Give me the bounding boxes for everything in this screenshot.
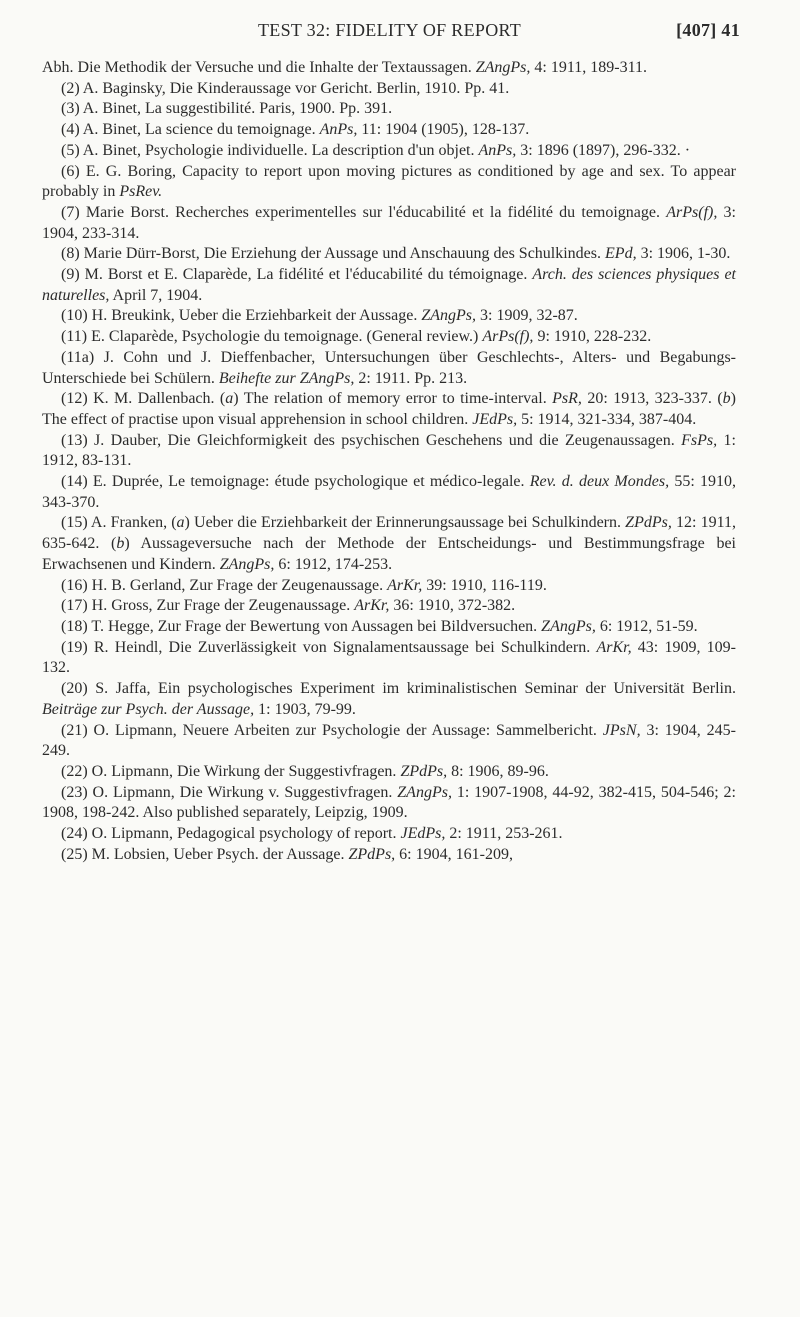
reference-text: (7) Marie Borst. Recherches experimentelles sur l'éducabilité et la fidélité du temoignage. [61,203,667,221]
reference-text: 2: 1911. Pp. 213. [354,369,468,387]
reference-text: 1: 1903, 79-99. [254,700,356,718]
reference-text: (2) A. Baginsky, Die Kinderaussage vor Gericht. Berlin, 1910. Pp. 41. [61,79,510,97]
reference-text: (17) H. Gross, Zur Frage der Zeugenaussage. [61,597,355,615]
reference-text: 55: 1910, 343-370. [42,473,736,511]
reference-italic-text: b [116,535,125,553]
reference-italic-text: JEdPs, [472,410,518,428]
reference-text: (24) O. Lipmann, Pedagogical psychology of report. [61,825,401,843]
running-head-title: TEST 32: FIDELITY OF REPORT [258,20,522,40]
reference-text: (14) E. Duprée, Le temoignage: étude psychologique et médico-legale. [61,473,530,491]
reference-text: 3: 1904, 245-249. [42,721,736,760]
reference-entry [42,79,736,100]
reference-text: (18) T. Hegge, Zur Frage der Bewertung von Aussagen bei Bildversuchen. [61,617,542,635]
reference-text: 3: 1909, 32-87. [476,307,578,325]
reference-italic-text: FsPs, [681,431,718,449]
reference-text: (23) O. Lipmann, Die Wirkung v. Suggestivfragen. [61,783,398,801]
reference-text: 39: 1910, 116-119. [422,576,547,594]
reference-text: 36: 1910, 372-382. [389,597,516,615]
reference-text: (5) A. Binet, Psychologie individuelle. La description d'un objet. [61,141,479,159]
reference-text: April 7, 1904. [109,286,203,304]
reference-text: 1: 1907-1908, 44-92, 382-415, 504-546; 2: 1908, 198-242. Also published separately, Leipzig, 1909. [42,783,736,822]
reference-text: (3) A. Binet, La suggestibilité. Paris, 1900. Pp. 391. [61,100,393,118]
reference-text: 9: 1910, 228-232. [533,328,652,346]
reference-italic-text: ArKr, [387,576,423,594]
reference-italic-text: AnPs, [319,121,358,139]
reference-italic-text: ZPdPs, [348,845,396,863]
reference-text: (8) Marie Dürr-Borst, Die Erziehung der Aussage und Anschauung des Schulkindes. [61,245,606,263]
reference-entry [42,472,736,513]
reference-text: ) Aussageversuche nach der Methode der Entscheidungs- und Bestimmungsfrage bei Erwachsenen und Kindern. [42,535,737,573]
reference-italic-text: ZAngPs, [475,59,531,76]
reference-text: (11a) J. Cohn und J. Dieffenbacher, Untersuchungen über Geschlechts-, Alters- und Begabungs-Unterschiede bei Schülern. [42,348,736,387]
reference-entry [42,306,736,327]
reference-list [42,58,736,865]
reference-text: 11: 1904 (1905), 128-137. [357,121,530,139]
reference-italic-text: EPd, [605,245,637,263]
reference-text: (9) M. Borst et E. Claparède, La fidélité et l'éducabilité du témoignage. [61,266,533,284]
reference-text: (6) E. G. Boring, Capacity to report upon moving pictures as conditioned by age and sex. To appear probably in [42,162,736,201]
reference-italic-text: ArPs(f), [666,203,718,221]
reference-text: (12) K. M. Dallenbach. ( [61,390,226,408]
reference-text: (11) E. Claparède, Psychologie du temoignage. (General review.) [61,328,483,346]
reference-entry [42,762,736,783]
reference-text: 6: 1912, 174-253. [274,555,393,573]
reference-entry [42,845,736,866]
reference-text: (4) A. Binet, La science du temoignage. [61,121,320,139]
reference-entry [42,58,736,79]
reference-entry [42,348,736,389]
reference-text: ) The relation of memory error to time-interval. [233,390,553,408]
reference-text: 1: 1912, 83-131. [42,431,736,470]
reference-text: (21) O. Lipmann, Neuere Arbeiten zur Psychologie der Aussage: Sammelbericht. [61,721,603,739]
reference-entry [42,99,736,120]
reference-italic-text: ZPdPs, [625,514,672,532]
reference-text: (13) J. Dauber, Die Gleichformigkeit des psychischen Geschehens und die Zeugenaussagen. [61,431,682,449]
reference-entry [42,721,736,762]
reference-italic-text: ZAngPs, [541,617,596,635]
reference-text: 3: 1906, 1-30. [636,245,731,263]
reference-italic-text: b [722,390,731,408]
reference-entry [42,203,736,244]
reference-italic-text: ZPdPs, [400,762,448,780]
reference-italic-text: Arch. des sciences physiques et naturelles, [42,266,736,304]
reference-italic-text: ZAngPs, [397,783,452,801]
reference-text: 12: 1911, 635-642. ( [42,514,737,553]
reference-entry [42,327,736,348]
reference-italic-text: AnPs, [478,141,517,159]
reference-italic-text: ZAngPs, [219,555,275,573]
reference-entry [42,120,736,141]
reference-italic-text: JEdPs, [400,825,446,843]
reference-text: ) Ueber die Erziehbarkeit der Erinnerungsaussage bei Schulkindern. [184,514,626,532]
reference-text: 5: 1914, 321-334, 387-404. [517,410,697,428]
reference-entry [42,617,736,638]
reference-entry [42,783,736,824]
reference-italic-text: Beihefte zur ZAngPs, [218,369,355,387]
reference-entry [42,244,736,265]
reference-italic-text: ArPs(f), [482,328,534,346]
reference-text: 2: 1911, 253-261. [445,825,563,843]
reference-text: 3: 1896 (1897), 296-332. · [516,141,691,159]
reference-entry [42,162,736,203]
reference-text: 6: 1912, 51-59. [595,617,698,635]
reference-entry [42,431,736,472]
reference-text: 20: 1913, 323-337. ( [581,390,723,408]
reference-text: (19) R. Heindl, Die Zuverlässigkeit von Signalamentsaussage bei Schulkindern. [61,638,597,656]
reference-italic-text: Beiträge zur Psych. der Aussage, [42,700,255,718]
reference-italic-text: PsRev. [119,183,163,201]
reference-text: 4: 1911, 189-311. [530,59,647,76]
reference-entry [42,824,736,845]
reference-entry [42,389,736,430]
reference-entry [42,576,736,597]
reference-italic-text: ArKr, [354,597,390,615]
reference-italic-text: a [176,514,185,532]
reference-italic-text: JPsN, [602,721,641,739]
reference-entry [42,679,736,720]
reference-text: (15) A. Franken, ( [61,514,177,532]
reference-text: ) The effect of practise upon visual apprehension in school children. [42,390,736,428]
reference-italic-text: a [225,390,234,408]
reference-text: (20) S. Jaffa, Ein psychologisches Experiment im kriminalistischen Seminar der Universität Berlin. [61,680,736,698]
reference-text: (25) M. Lobsien, Ueber Psych. der Aussage. [61,845,349,863]
reference-entry [42,513,736,575]
reference-text: 43: 1909, 109-132. [42,638,736,677]
reference-text: (10) H. Breukink, Ueber die Erziehbarkeit der Aussage. [61,307,422,325]
reference-text: (22) O. Lipmann, Die Wirkung der Suggestivfragen. [61,762,401,780]
reference-text: 8: 1906, 89-96. [447,762,549,780]
reference-text: 3: 1904, 233-314. [42,203,737,242]
reference-text: (16) H. B. Gerland, Zur Frage der Zeugenaussage. [61,576,388,594]
reference-italic-text: ArKr, [596,638,632,656]
reference-italic-text: ZAngPs, [421,307,476,325]
reference-entry [42,141,736,162]
reference-italic-text: Rev. d. deux Mondes, [529,473,670,491]
reference-entry [42,596,736,617]
page-number: [407] 41 [676,20,740,40]
reference-italic-text: PsR, [552,390,582,408]
reference-text: Abh. Die Methodik der Versuche und die Inhalte der Textaussagen. [42,59,476,76]
reference-entry [42,638,736,679]
reference-text: 6: 1904, 161-209, [395,845,513,863]
reference-entry [42,265,736,306]
